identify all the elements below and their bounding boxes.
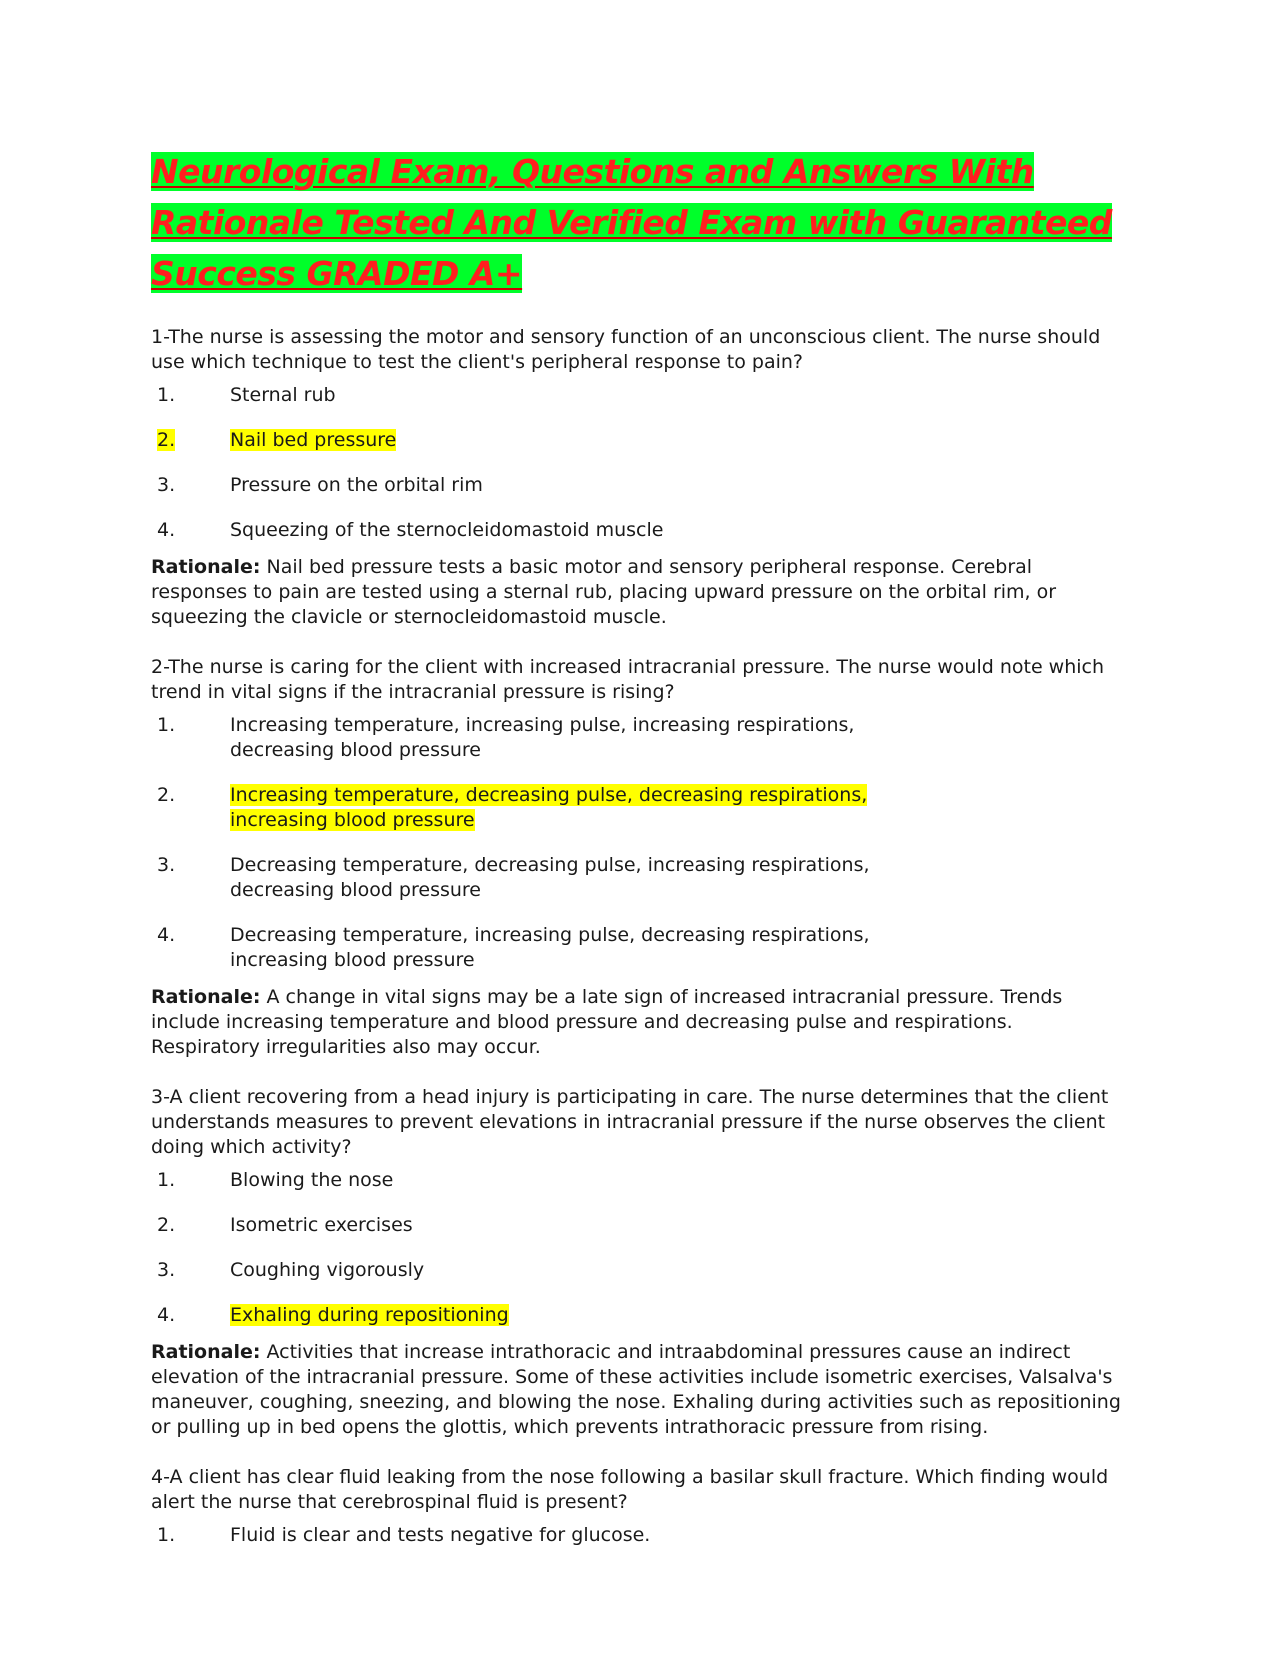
option-item <box>151 1168 1126 1193</box>
question-block-3 <box>151 1085 1126 1440</box>
question-text: 2-The nurse is caring for the client with increased intracranial pressure. The nurse would note which trend in vital signs if the intracranial pressure is rising? <box>151 656 1105 703</box>
options-list <box>151 383 1126 543</box>
title-line-3: Success GRADED A+ <box>151 254 523 293</box>
option-item-correct <box>151 783 1126 833</box>
rationale-text: A change in vital signs may be a late sign of increased intracranial pressure. Trends include increasing temperature and blood pressure and decreasing pulse and respirations. Respiratory irregularities also may occur. <box>151 986 1063 1058</box>
option-number: 1. <box>157 384 176 406</box>
option-number: 1. <box>157 714 176 736</box>
option-item <box>151 1258 1126 1283</box>
option-item-correct <box>151 1303 1126 1328</box>
rationale <box>151 985 1126 1060</box>
question-text: 4-A client has clear fluid leaking from the nose following a basilar skull fracture. Which finding would alert the nurse that cerebrospinal fluid is present? <box>151 1466 1109 1513</box>
rationale <box>151 555 1126 630</box>
option-number: 2. <box>157 429 176 451</box>
option-text: Sternal rub <box>230 384 336 406</box>
question-block-2 <box>151 655 1126 1060</box>
option-number: 3. <box>157 474 176 496</box>
question-text: 1-The nurse is assessing the motor and sensory function of an unconscious client. The nurse should use which technique to test the client's peripheral response to pain? <box>151 326 1101 373</box>
option-number: 4. <box>157 519 176 541</box>
option-item <box>151 923 1126 973</box>
option-text: Decreasing temperature, decreasing pulse, increasing respirations, decreasing blood pressure <box>230 854 870 901</box>
option-text: Fluid is clear and tests negative for glucose. <box>230 1524 651 1546</box>
option-item <box>151 473 1126 498</box>
option-number: 1. <box>157 1524 176 1546</box>
options-list <box>151 1523 1126 1548</box>
question-block-4 <box>151 1465 1126 1548</box>
rationale-text: Nail bed pressure tests a basic motor and sensory peripheral response. Cerebral responses to pain are tested using a sternal rub, placing upward pressure on the orbital rim, or squeezing the clavicle or sternocleidomastoid muscle. <box>151 556 1057 628</box>
option-item <box>151 518 1126 543</box>
option-item <box>151 853 1126 903</box>
rationale-text: Activities that increase intrathoracic and intraabdominal pressures cause an indirect elevation of the intracranial pressure. Some of these activities include isometric exercises, Valsalva's maneuver, coughing, sneezing, and blowing the nose. Exhaling during activities such as repositioning or pulling up in bed opens the glottis, which prevents intrathoracic pressure from rising. <box>151 1341 1121 1438</box>
option-item <box>151 383 1126 408</box>
option-text: Decreasing temperature, increasing pulse, decreasing respirations, increasing blood pressure <box>230 924 870 971</box>
rationale-label: Rationale: <box>151 986 261 1008</box>
option-number: 1. <box>157 1169 176 1191</box>
title-part-2: Exam, Questions and Answers With <box>379 152 1034 191</box>
document-page <box>151 146 1126 1560</box>
option-text-highlighted: Exhaling during repositioning <box>230 1304 509 1326</box>
option-text: Coughing vigorously <box>230 1259 425 1281</box>
option-text-highlighted: Increasing temperature, decreasing pulse, decreasing respirations, increasing blood pressure <box>230 784 868 831</box>
option-item <box>151 1523 1126 1548</box>
option-item <box>151 1213 1126 1238</box>
option-number: 3. <box>157 854 176 876</box>
option-number: 4. <box>157 1304 176 1326</box>
option-text: Isometric exercises <box>230 1214 413 1236</box>
options-list <box>151 713 1126 973</box>
document-title <box>151 146 1126 299</box>
rationale-label: Rationale: <box>151 1341 261 1363</box>
option-text: Squeezing of the sternocleidomastoid muscle <box>230 519 664 541</box>
question-block-1 <box>151 325 1126 630</box>
option-number: 2. <box>157 784 176 806</box>
option-text: Increasing temperature, increasing pulse, increasing respirations, decreasing blood pressure <box>230 714 855 761</box>
option-number: 2. <box>157 1214 176 1236</box>
option-text-highlighted: Nail bed pressure <box>230 429 397 451</box>
options-list <box>151 1168 1126 1328</box>
rationale <box>151 1340 1126 1440</box>
question-text: 3-A client recovering from a head injury is participating in care. The nurse determines that the client understands measures to prevent elevations in intracranial pressure if the nurse observes the client doing which activity? <box>151 1086 1109 1158</box>
option-text: Pressure on the orbital rim <box>230 474 483 496</box>
option-item <box>151 713 1126 763</box>
option-text: Blowing the nose <box>230 1169 394 1191</box>
rationale-label: Rationale: <box>151 556 261 578</box>
title-part-1: Neurological <box>151 152 380 191</box>
option-number: 3. <box>157 1259 176 1281</box>
title-line-2: Rationale Tested And Verified Exam with Guaranteed <box>151 203 1112 242</box>
option-number: 4. <box>157 924 176 946</box>
option-item-correct <box>151 428 1126 453</box>
